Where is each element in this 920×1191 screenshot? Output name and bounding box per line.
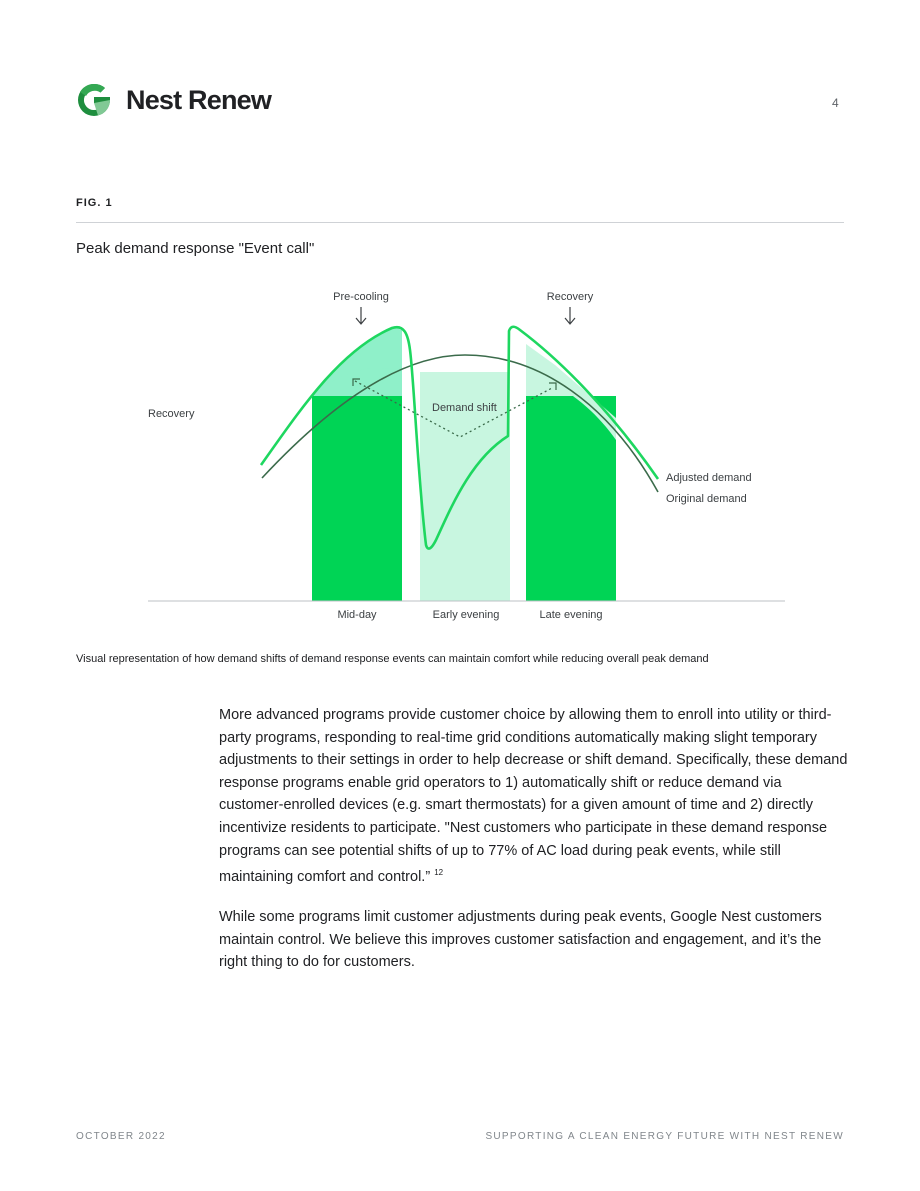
down-arrow-icon	[565, 307, 575, 324]
category-label-early-evening: Early evening	[432, 609, 500, 621]
legend-adjusted-demand: Adjusted demand	[666, 472, 752, 484]
page-number: 4	[832, 96, 839, 110]
category-label-mid-day: Mid-day	[337, 609, 377, 621]
bar-late-evening	[526, 396, 616, 601]
paragraph-1-text: More advanced programs provide customer choice by allowing them to enroll into utility or third-party programs, responding to real-time grid conditions automatically making slight temporary adjustments to their settings in order to help decrease or shift demand. Specifically, these demand response programs enable grid operators to 1) automatically shift or reduce demand via customer-enrolled devices (e.g. smart thermostats) for a given amount of time and 2) directly incentivize residents to participate. "Nest customers who participate in these demand response programs can see potential shifts of up to 77% of AC load during peak events, while still maintaining comfort and control.”	[219, 707, 848, 885]
body-paragraph-2: While some programs limit customer adjustments during peak events, Google Nest customers maintain control. We believe this improves customer satisfaction and engagement, and it’s the right thing to do for customers.	[219, 909, 822, 971]
category-label-late-evening: Late evening	[539, 609, 603, 621]
legend-original-demand: Original demand	[666, 493, 747, 505]
annotation-demand-shift: Demand shift	[432, 402, 497, 414]
figure-label: FIG. 1	[76, 197, 113, 209]
body-paragraph-1	[219, 704, 849, 889]
annotation-recovery-top: Recovery	[546, 291, 594, 303]
demand-chart	[0, 278, 920, 638]
annotation-pre-cooling: Pre-cooling	[333, 291, 389, 303]
down-arrow-icon	[356, 307, 366, 324]
brand-name: Nest Renew	[126, 84, 272, 115]
divider	[76, 222, 844, 223]
annotation-recovery-left: Recovery	[148, 408, 195, 420]
figure-title: Peak demand response "Event call"	[76, 240, 315, 257]
footer-date: OCTOBER 2022	[76, 1131, 166, 1142]
footer-title: SUPPORTING A CLEAN ENERGY FUTURE WITH NEST RENEW	[485, 1131, 844, 1142]
bar-mid-day	[312, 396, 402, 601]
nest-renew-g-logo-icon	[76, 82, 112, 118]
figure-caption: Visual representation of how demand shifts of demand response events can maintain comfort while reducing overall peak demand	[76, 653, 709, 665]
brand-logo	[76, 82, 271, 118]
footnote-ref: 12	[434, 868, 444, 878]
